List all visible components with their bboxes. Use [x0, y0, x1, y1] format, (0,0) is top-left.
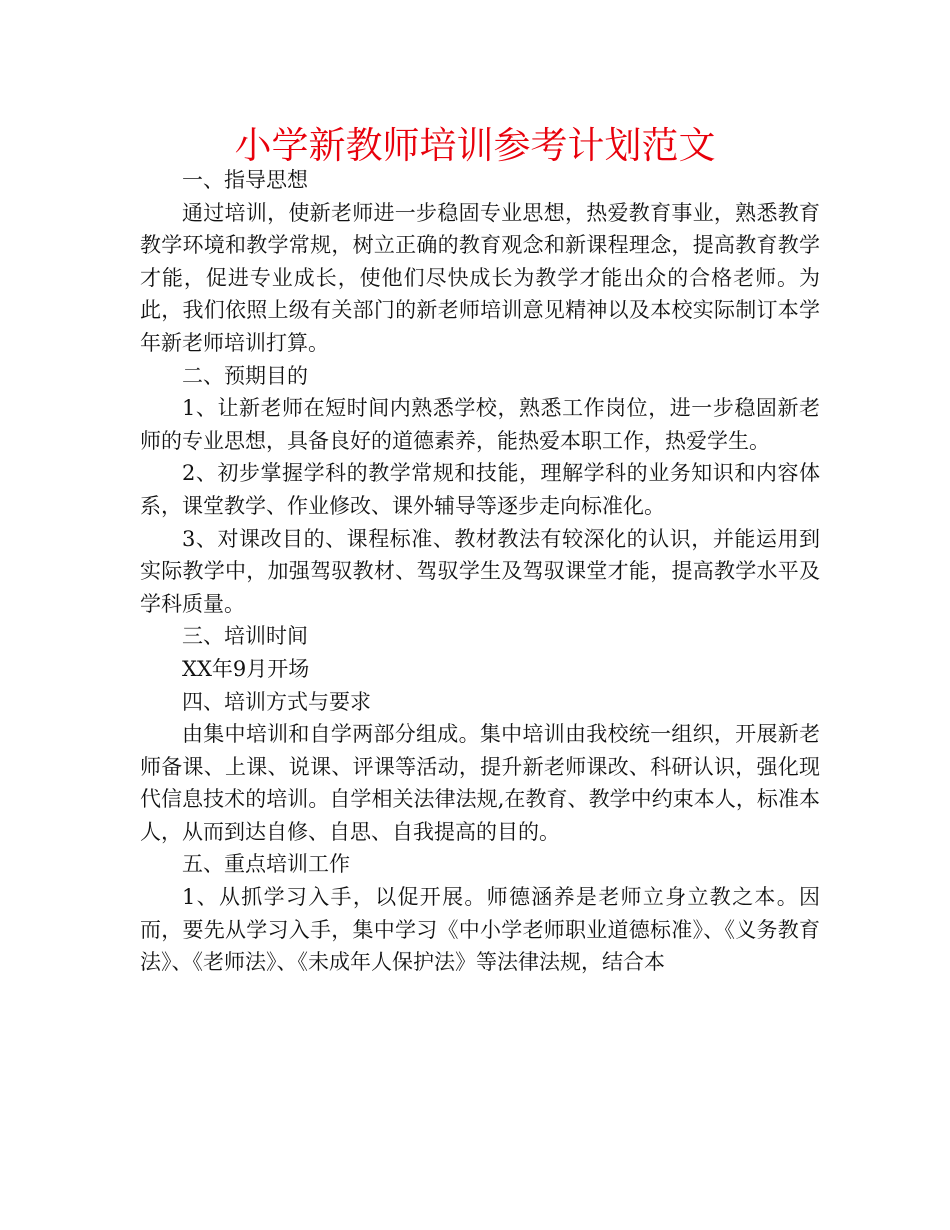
section-heading: 四、培训方式与要求: [182, 689, 371, 714]
body-paragraph: 由集中培训和自学两部分组成。集中培训由我校统一组织，开展新老师备课、上课、说课、评课等活动，提升新老师课改、科研认识，强化现代信息技术的培训。自学相关法律法规,在教育、教学中约束本人，标准本人，从而到达自修、自思、自我提高的目的。: [140, 722, 820, 844]
body-paragraph: XX年9月开场: [182, 656, 310, 681]
body-paragraph: 1、让新老师在短时间内熟悉学校，熟悉工作岗位，进一步稳固新老师的专业思想，具备良好的道德素养，能热爱本职工作，热爱学生。: [140, 396, 820, 453]
section-heading: 一、指导思想: [182, 168, 308, 192]
body-paragraph: 3、对课改目的、课程标准、教材教法有较深化的认识，并能运用到实际教学中，加强驾驭教材、驾驭学生及驾驭课堂才能，提高教学水平及学科质量。: [140, 526, 820, 616]
document-body: [140, 164, 820, 979]
document-title: 小学新教师培训参考计划范文: [234, 124, 716, 167]
body-paragraph: 2、初步掌握学科的教学常规和技能，理解学科的业务知识和内容体系，课堂教学、作业修改、课外辅导等逐步走向标准化。: [140, 461, 820, 518]
body-paragraph: 1、从抓学习入手，以促开展。师德涵养是老师立身立教之本。因而，要先从学习入手，集中学习《中小学老师职业道德标准》、《义务教育法》、《老师法》、《未成年人保护法》等法律法规，结合本: [140, 885, 820, 975]
section-heading: 五、重点培训工作: [182, 852, 350, 877]
section-heading: 三、培训时间: [182, 624, 308, 649]
section-heading: 二、预期目的: [182, 363, 308, 388]
body-paragraph: 通过培训，使新老师进一步稳固专业思想，热爱教育事业，熟悉教育教学环境和教学常规，树立正确的教育观念和新课程理念，提高教育教学才能，促进专业成长，使他们尽快成长为教学才能出众的合格老师。为此，我们依照上级有关部门的新老师培训意见精神以及本校实际制订本学年新老师培训打算。: [140, 200, 820, 355]
